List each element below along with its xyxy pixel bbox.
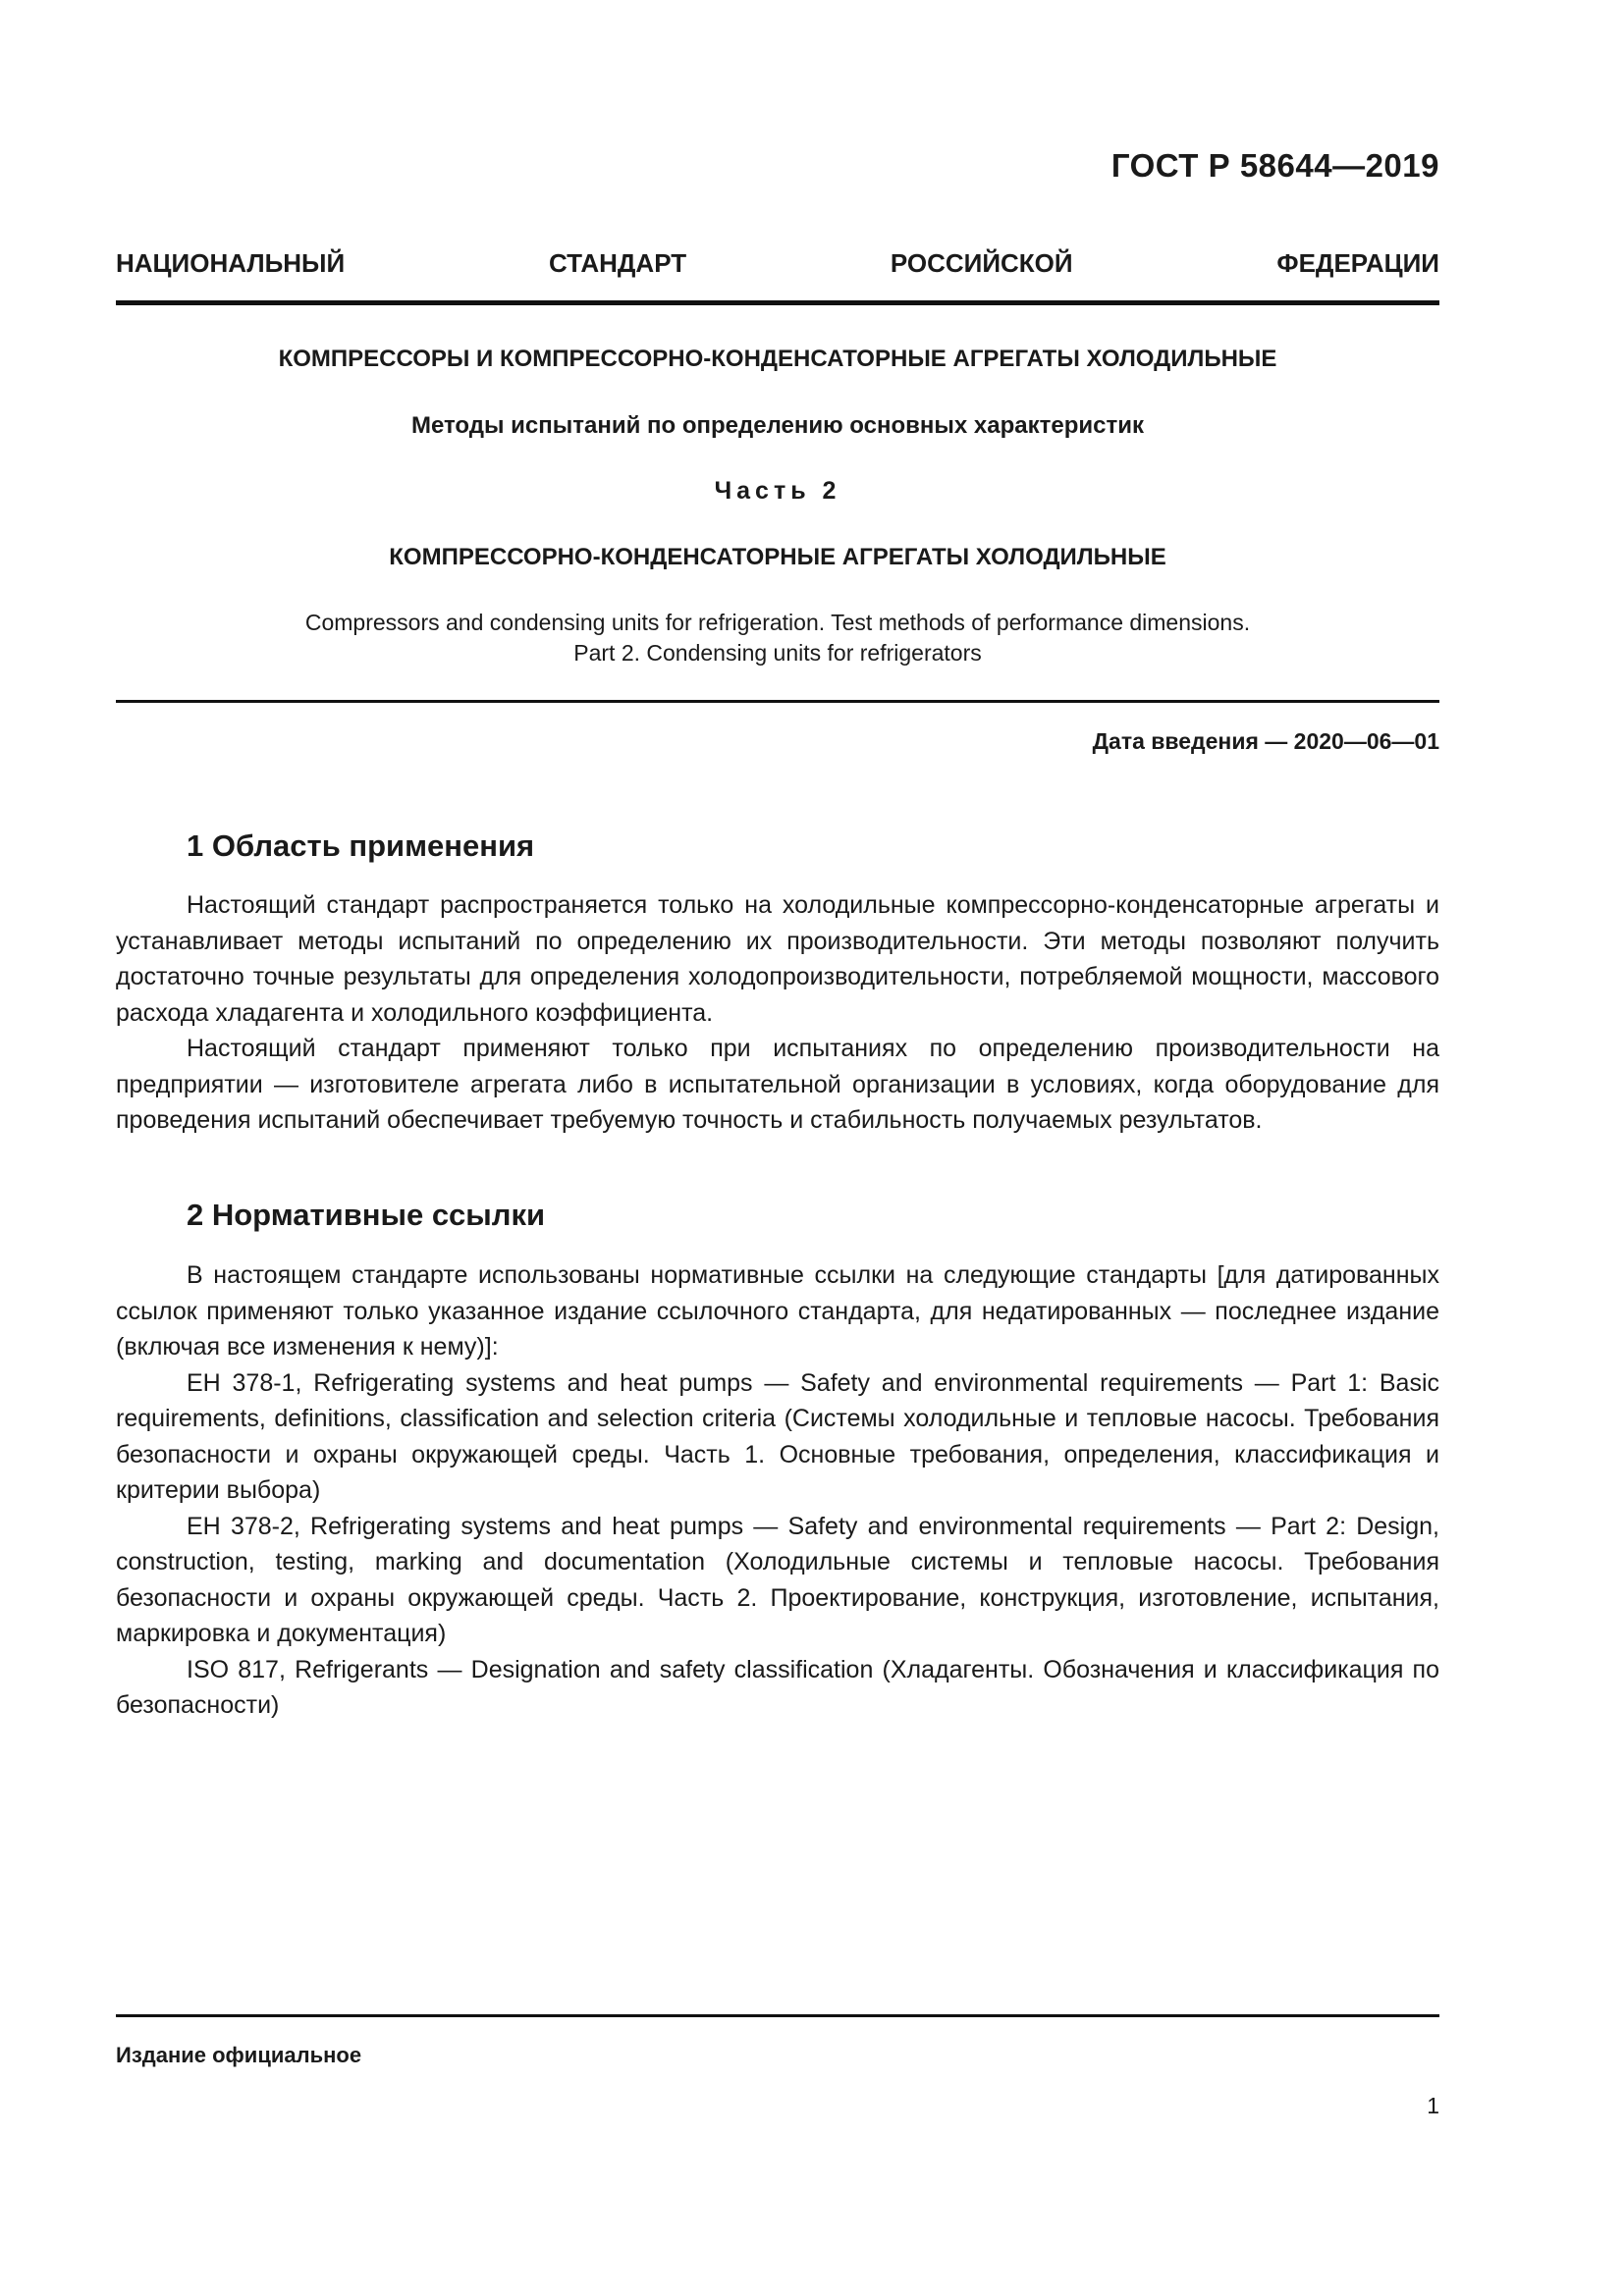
section-body-references [116, 1257, 1439, 1724]
page-number: 1 [1427, 2093, 1439, 2118]
english-title [116, 608, 1439, 668]
title-rule [116, 700, 1439, 703]
document-title: КОМПРЕССОРЫ И КОМПРЕССОРНО-КОНДЕНСАТОРНЫЕ АГРЕГАТЫ ХОЛОДИЛЬНЫЕ [278, 346, 1277, 372]
standard-designation: ГОСТ Р 58644—2019 [1110, 147, 1439, 184]
scope-paragraph-1: Настоящий стандарт распространяется только на холодильные компрессорно-конденсаторные агрегаты и устанавливает методы испытаний по определению их производительности. Эти методы позволяют получить достаточно точные результаты для определения холодопроизводительности, потребляемой мощности, массового расхода хладагента и холодильного коэффициента. [116, 891, 1439, 1027]
english-title-line-2: Part 2. Condensing units for refrigerators [573, 640, 982, 666]
part-number: Часть 2 [714, 477, 841, 505]
official-edition-label: Издание официальное [116, 2043, 362, 2067]
references-paragraph-1: В настоящем стандарте использованы нормативные ссылки на следующие стандарты [для датированных ссылок применяют только указанное издание ссылочного стандарта, для недатированных — последнее издание (включая все изменения к нему)]: [116, 1261, 1439, 1361]
section-body-scope [116, 887, 1439, 1139]
national-standard-banner: НАЦИОНАЛЬНЫЙ СТАНДАРТ РОССИЙСКОЙ ФЕДЕРАЦИИ [116, 248, 1439, 278]
reference-en-378-2: ЕН 378-2, Refrigerating systems and heat pumps — Safety and environmental requirements — Part 2: Design, construction, testing, marking and documentation (Холодильные системы и тепловые насосы. Требования безопасности и охраны окружающей среды. Часть 2. Проектирование, конструкция, изготовление, испытания, маркировка и документация) [116, 1512, 1439, 1647]
section-heading-references: 2 Нормативные ссылки [187, 1198, 546, 1232]
english-title-line-1: Compressors and condensing units for refrigeration. Test methods of performance dimensions. [304, 610, 1251, 635]
document-subtitle: Методы испытаний по определению основных характеристик [410, 412, 1145, 439]
reference-iso-817: ISO 817, Refrigerants — Designation and safety classification (Хладагенты. Обозначения и классификация по безопасности) [116, 1655, 1439, 1719]
footer-rule [116, 2014, 1439, 2017]
section-heading-scope: 1 Область применения [187, 828, 535, 863]
part-title: КОМПРЕССОРНО-КОНДЕНСАТОРНЫЕ АГРЕГАТЫ ХОЛОДИЛЬНЫЕ [389, 544, 1166, 570]
reference-en-378-1: ЕН 378-1, Refrigerating systems and heat pumps — Safety and environmental requirements — Part 1: Basic requirements, definitions, classification and selection criteria (Системы холодильные и тепловые насосы. Требования безопасности и охраны окружающей среды. Часть 1. Основные требования, определения, классификация и критерии выбора) [116, 1368, 1439, 1504]
scope-paragraph-2: Настоящий стандарт применяют только при испытаниях по определению производительности на предприятии — изготовителе агрегата либо в испытательной организации в условиях, когда оборудование для проведения испытаний обеспечивает требуемую точность и стабильность получаемых результатов. [116, 1035, 1439, 1134]
header-rule [116, 300, 1439, 305]
introduction-date: Дата введения — 2020—06—01 [1092, 728, 1439, 754]
